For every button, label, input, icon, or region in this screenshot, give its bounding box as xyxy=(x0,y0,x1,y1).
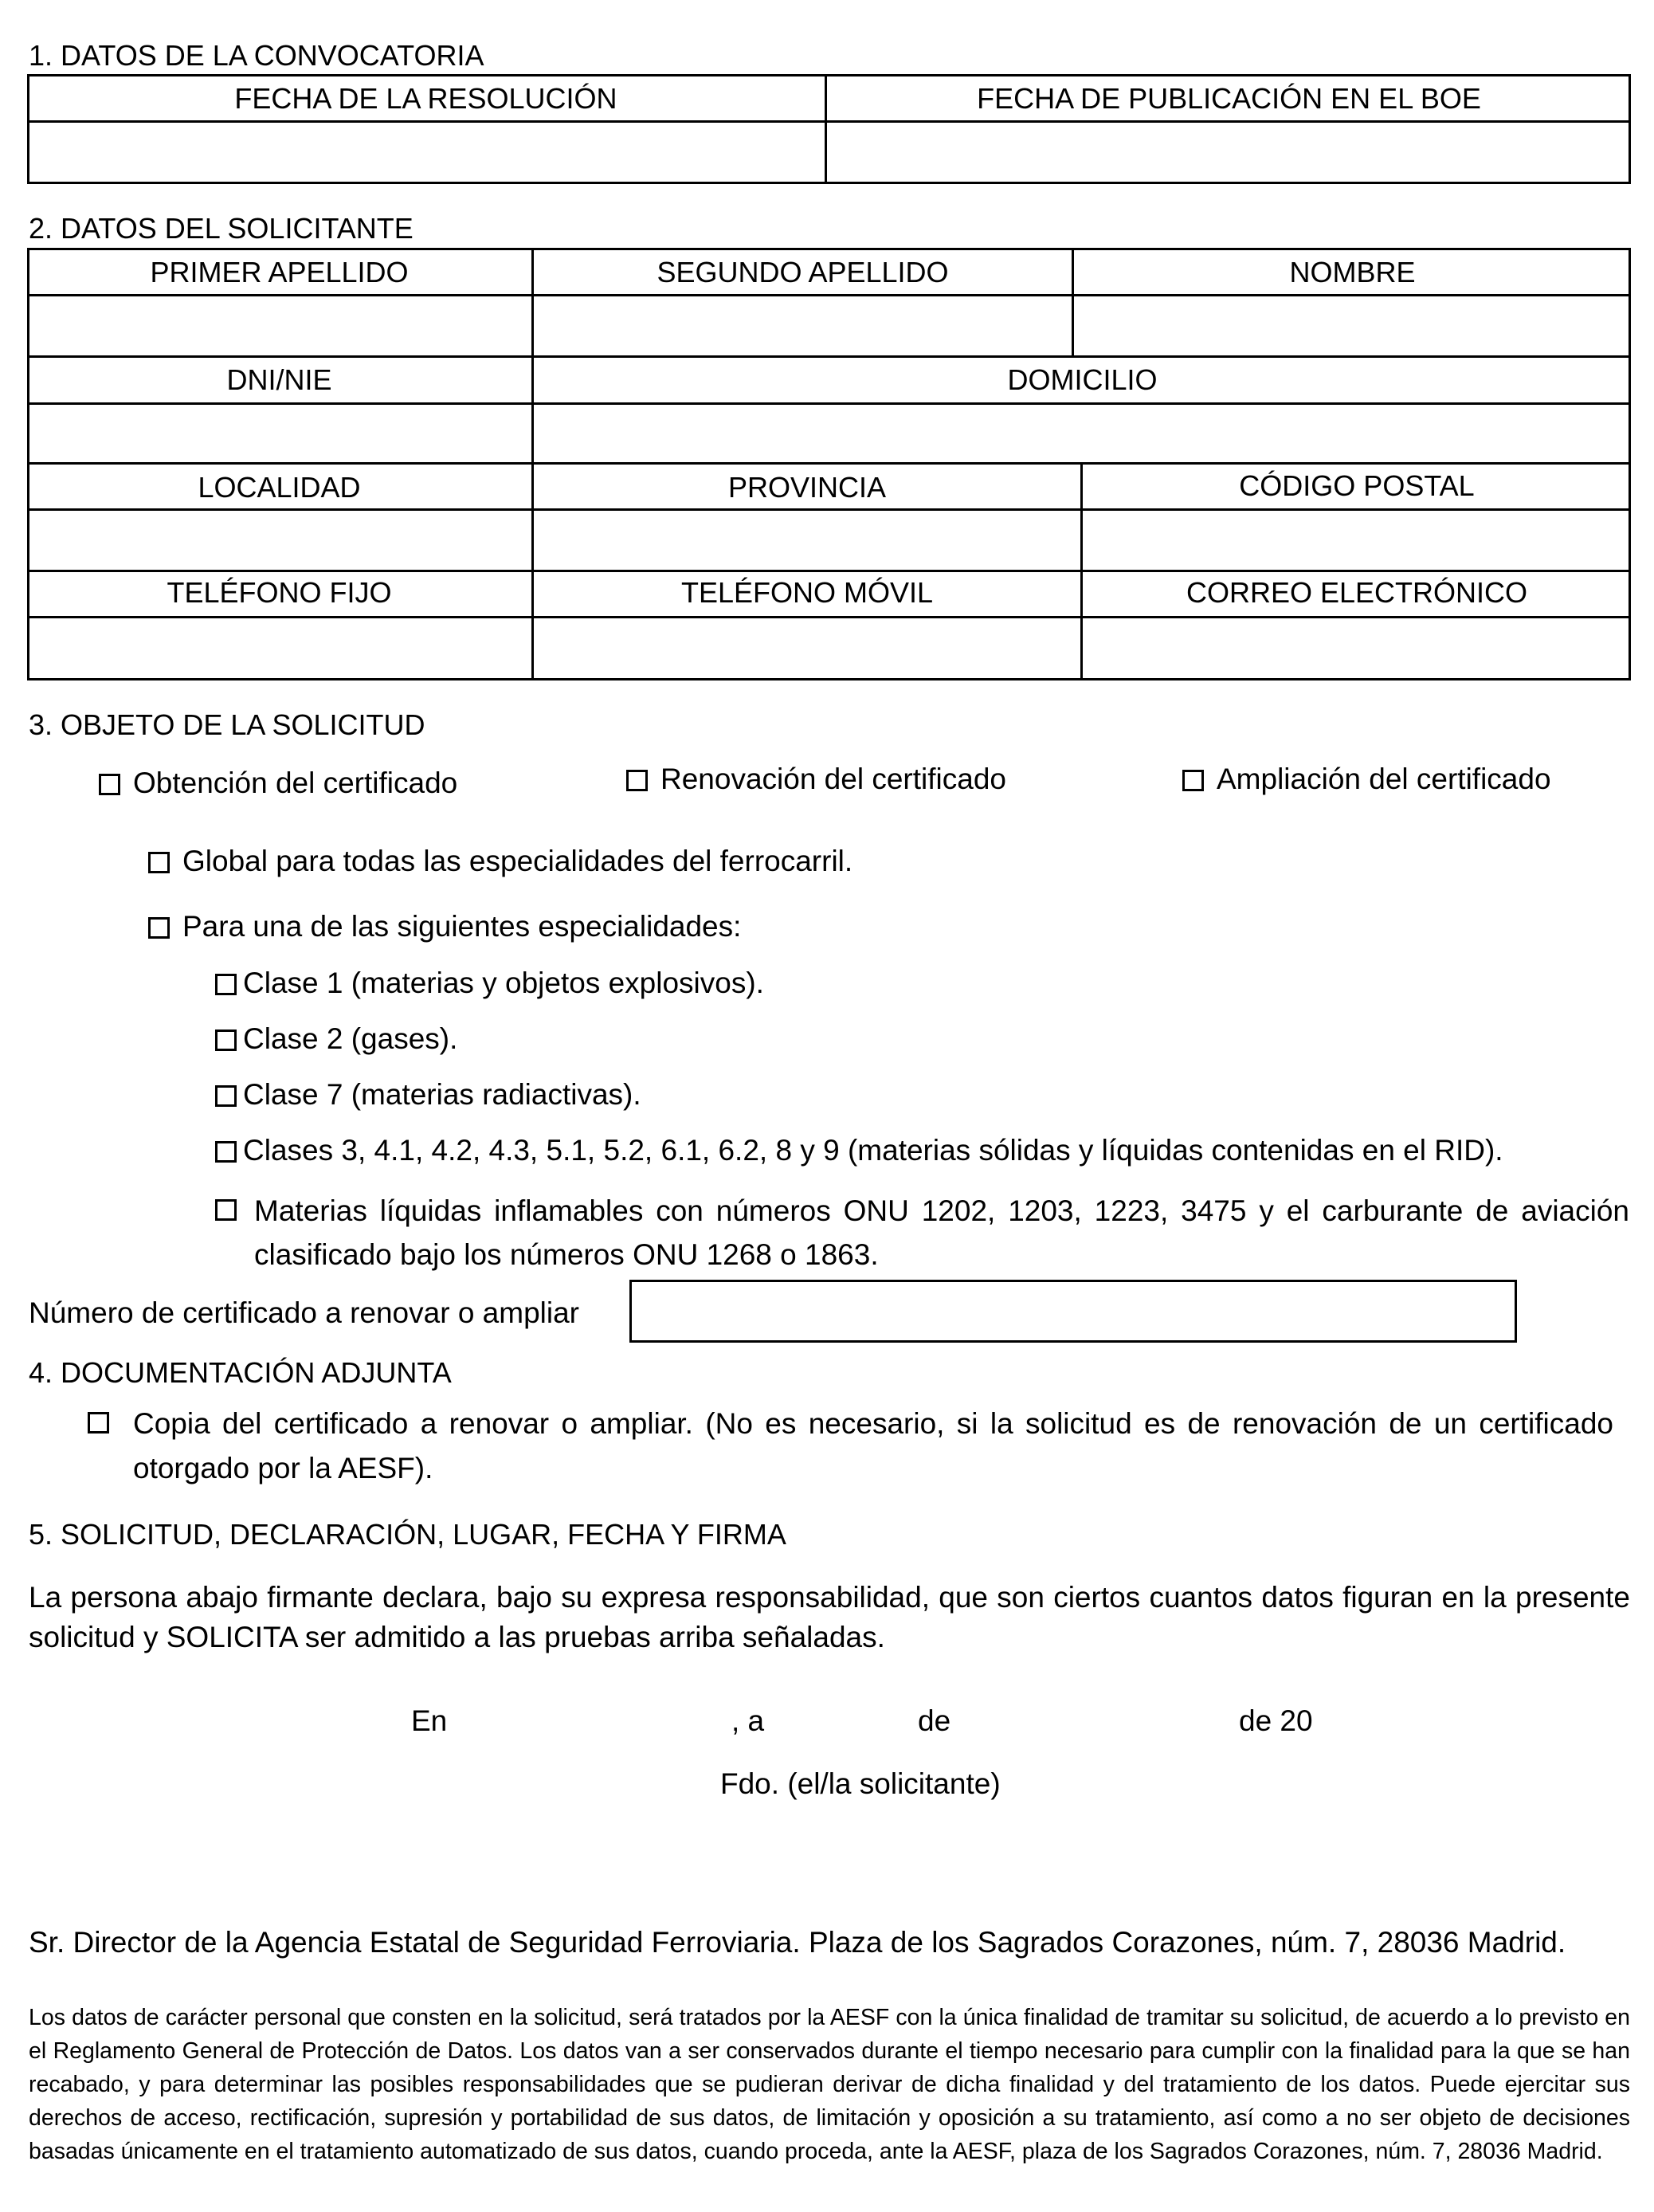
divider xyxy=(27,294,1631,296)
option-renovacion[interactable] xyxy=(626,761,1006,798)
month-field[interactable] xyxy=(964,1697,1227,1740)
option-renovacion-label: Renovación del certificado xyxy=(660,763,1006,795)
class-liquidos[interactable] xyxy=(215,1189,1629,1277)
fecha-boe-field[interactable] xyxy=(829,124,1628,181)
class-7-label: Clase 7 (materias radiactivas). xyxy=(243,1078,641,1111)
checkbox-class-liquidos[interactable] xyxy=(215,1199,237,1221)
header-telefono-movil: TELÉFONO MÓVIL xyxy=(680,576,934,609)
header-correo: CORREO ELECTRÓNICO xyxy=(1186,576,1528,609)
checkbox-especialidad[interactable] xyxy=(148,917,170,939)
codigo-postal-field[interactable] xyxy=(1084,512,1628,569)
checkbox-class-1[interactable] xyxy=(215,974,237,995)
header-telefono-fijo: TELÉFONO FIJO xyxy=(167,576,392,609)
comma-a: , a xyxy=(731,1704,765,1737)
header-fecha-resolucion: FECHA DE LA RESOLUCIÓN xyxy=(234,82,617,115)
year-field[interactable] xyxy=(1319,1697,1382,1740)
checkbox-class-7[interactable] xyxy=(215,1085,237,1107)
checkbox-doc-copia[interactable] xyxy=(88,1412,109,1433)
dni-field[interactable] xyxy=(30,406,530,461)
addressee: Sr. Director de la Agencia Estatal de Seguridad Ferroviaria. Plaza de los Sagrados Corazones, núm. 7, 28036 Madrid. xyxy=(29,1926,1566,1959)
segundo-apellido-field[interactable] xyxy=(535,297,1070,355)
declaration-text: La persona abajo firmante declara, bajo su expresa responsabilidad, que son ciertos cuantos datos figuran en la presente solicitud y SOLICITA ser admitido a las pruebas arriba señaladas. xyxy=(29,1581,1630,1653)
day-field[interactable] xyxy=(781,1697,908,1740)
option-ampliacion[interactable] xyxy=(1182,761,1551,798)
primer-apellido-field[interactable] xyxy=(30,297,530,355)
checkbox-class-2[interactable] xyxy=(215,1030,237,1051)
checkbox-renovacion[interactable] xyxy=(626,770,648,791)
divider xyxy=(27,462,1631,465)
signature-label: Fdo. (el/la solicitante) xyxy=(720,1767,1001,1800)
telefono-fijo-field[interactable] xyxy=(30,619,530,677)
class-1-label: Clase 1 (materias y objetos explosivos). xyxy=(243,967,764,999)
header-localidad: LOCALIDAD xyxy=(198,471,361,504)
doc-copia[interactable] xyxy=(88,1402,1613,1491)
divider xyxy=(27,355,1631,358)
section1-title: 1. DATOS DE LA CONVOCATORIA xyxy=(29,39,484,72)
divider xyxy=(27,402,1631,405)
section2-title: 2. DATOS DEL SOLICITANTE xyxy=(29,212,414,245)
cert-number-label: Número de certificado a renovar o ampliar xyxy=(29,1296,579,1329)
cert-number-field[interactable] xyxy=(629,1280,1517,1343)
header-fecha-boe: FECHA DE PUBLICACIÓN EN EL BOE xyxy=(977,82,1481,115)
privacy-notice: Los datos de carácter personal que consten en la solicitud, será tratados por la AESF con la única finalidad de tramitar su solicitud, de acuerdo a lo previsto en el Reglamento General de Protección de Datos. Los datos van a ser conservados durante el tiempo necesario para cumplir con la finalidad para la que se han recabado, y para determinar las posibles responsabilidades que se pudieran derivar de dicha finalidad y del tratamiento de los datos. Puede ejercitar sus derechos de acceso, rectificación, supresión y portabilidad de sus datos, de limitación y oposición a su tratamiento, así como a no ser objeto de decisiones basadas únicamente en el tratamiento automatizado de sus datos, cuando proceda, ante la AESF, plaza de los Sagrados Corazones, núm. 7, 28036 Madrid. xyxy=(29,2005,1630,2164)
class-2[interactable] xyxy=(215,1021,457,1057)
checkbox-obtencion[interactable] xyxy=(99,774,120,795)
header-nombre: NOMBRE xyxy=(1289,256,1416,288)
class-3-9[interactable] xyxy=(215,1132,1503,1169)
divider xyxy=(27,508,1631,511)
de20-label: de 20 xyxy=(1239,1704,1313,1737)
domicilio-field[interactable] xyxy=(535,406,1628,461)
option-global-label: Global para todas las especialidades del ferrocarril. xyxy=(182,845,853,877)
nombre-field[interactable] xyxy=(1075,297,1628,355)
correo-field[interactable] xyxy=(1084,619,1628,677)
section4-title: 4. DOCUMENTACIÓN ADJUNTA xyxy=(29,1356,452,1389)
telefono-movil-field[interactable] xyxy=(535,619,1079,677)
divider xyxy=(27,616,1631,618)
divider xyxy=(27,570,1631,572)
header-primer-apellido: PRIMER APELLIDO xyxy=(150,256,409,288)
provincia-field[interactable] xyxy=(535,512,1079,569)
checkbox-class-3-9[interactable] xyxy=(215,1141,237,1163)
header-domicilio: DOMICILIO xyxy=(1007,363,1158,396)
section5-title: 5. SOLICITUD, DECLARACIÓN, LUGAR, FECHA Y FIRMA xyxy=(29,1518,786,1551)
section3-title: 3. OBJETO DE LA SOLICITUD xyxy=(29,708,425,741)
header-segundo-apellido: SEGUNDO APELLIDO xyxy=(657,256,949,288)
option-ampliacion-label: Ampliación del certificado xyxy=(1217,763,1551,795)
class-1[interactable] xyxy=(215,965,764,1002)
fecha-resolucion-field[interactable] xyxy=(30,124,822,181)
option-especialidad-label: Para una de las siguientes especialidades: xyxy=(182,910,742,943)
header-provincia: PROVINCIA xyxy=(727,471,887,504)
place-label: En xyxy=(411,1704,448,1737)
de-label: de xyxy=(918,1704,951,1737)
option-especialidad[interactable] xyxy=(148,908,741,945)
header-codigo-postal: CÓDIGO POSTAL xyxy=(1239,469,1475,502)
place-field[interactable] xyxy=(478,1697,717,1740)
doc-copia-label: Copia del certificado a renovar o ampliar. (No es necesario, si la solicitud es de renovación de un certificado otorgado por la AESF). xyxy=(133,1407,1613,1484)
class-2-label: Clase 2 (gases). xyxy=(243,1022,458,1055)
localidad-field[interactable] xyxy=(30,512,530,569)
divider xyxy=(27,120,1631,123)
header-dni: DNI/NIE xyxy=(226,363,332,396)
option-obtencion[interactable] xyxy=(99,765,457,802)
option-obtencion-label: Obtención del certificado xyxy=(133,767,458,799)
checkbox-ampliacion[interactable] xyxy=(1182,770,1204,791)
option-global[interactable] xyxy=(148,843,852,880)
class-liquidos-label: Materias líquidas inflamables con números ONU 1202, 1203, 1223, 3475 y el carburante de aviación clasificado bajo los números ONU 1268 o 1863. xyxy=(254,1194,1629,1271)
class-7[interactable] xyxy=(215,1077,641,1113)
checkbox-global[interactable] xyxy=(148,852,170,873)
class-3-9-label: Clases 3, 4.1, 4.2, 4.3, 5.1, 5.2, 6.1, 6.2, 8 y 9 (materias sólidas y líquidas contenidas en el RID). xyxy=(243,1134,1503,1167)
